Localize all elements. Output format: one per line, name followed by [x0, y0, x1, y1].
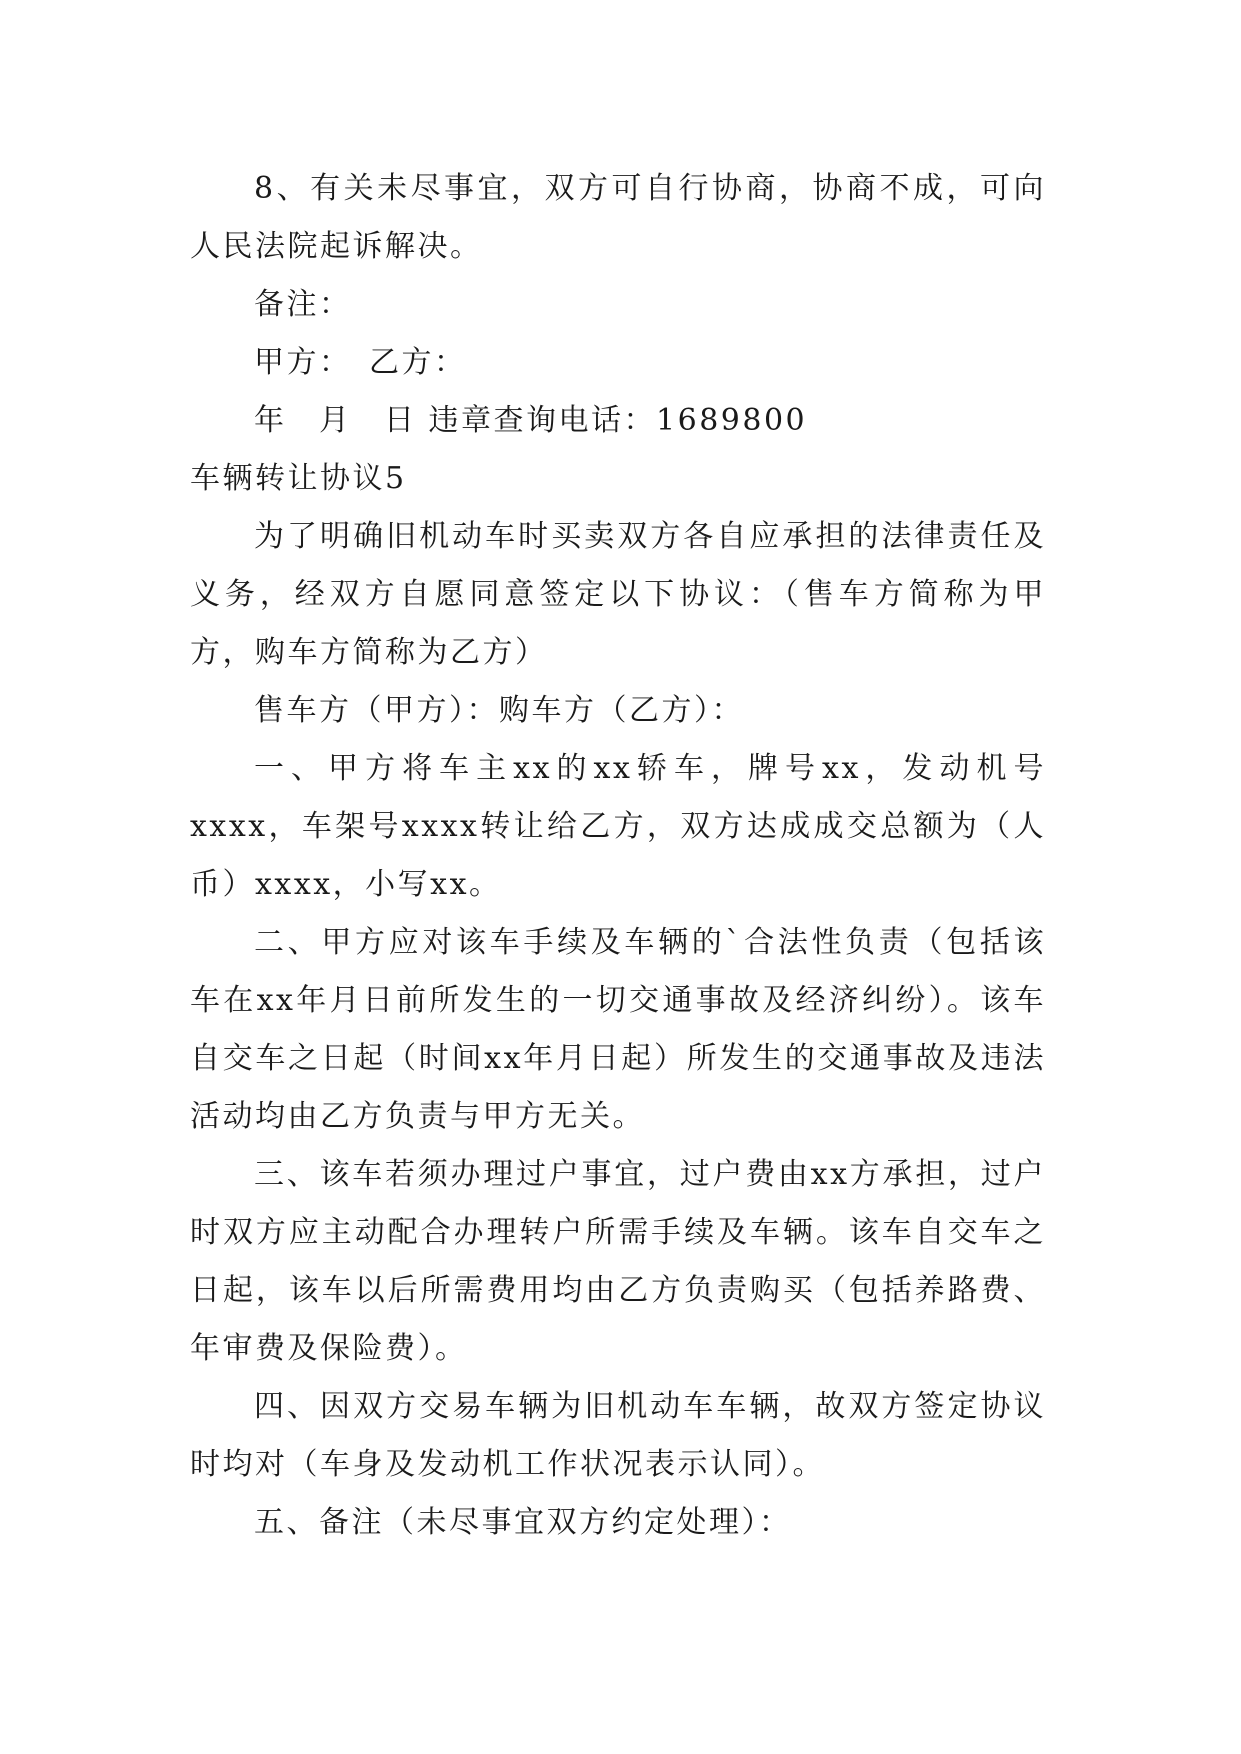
clause-2-paragraph: 二、甲方应对该车手续及车辆的`合法性负责（包括该车在xx年月日前所发生的一切交通事故及经济纠纷）。该车自交车之日起（时间xx年月日起）所发生的交通事故及违法活动均由乙方负责与甲方无关。 [190, 925, 1046, 1134]
remarks-label: 备注： [254, 287, 352, 322]
clause-8-paragraph: 8、有关未尽事宜，双方可自行协商，协商不成，可向人民法院起诉解决。 [190, 171, 1046, 264]
signature-parties-line: 甲方： 乙方： [254, 345, 467, 380]
intro-paragraph: 为了明确旧机动车时买卖双方各自应承担的法律责任及义务，经双方自愿同意签定以下协议：（售车方简称为甲方，购车方简称为乙方） [190, 519, 1046, 670]
clause-4-paragraph: 四、因双方交易车辆为旧机动车车辆，故双方签定协议时均对（车身及发动机工作状况表示认同）。 [190, 1389, 1046, 1482]
agreement-title: 车辆转让协议5 [190, 461, 407, 496]
clause-3-paragraph: 三、该车若须办理过户事宜，过户费由xx方承担，过户时双方应主动配合办理转户所需手续及车辆。该车自交车之日起，该车以后所需费用均由乙方负责购买（包括养路费、年审费及保险费）。 [190, 1157, 1046, 1366]
date-and-phone-line: 年 月 日 违章查询电话：1689800 [254, 403, 808, 438]
clause-5-paragraph: 五、备注（未尽事宜双方约定处理）： [254, 1505, 792, 1540]
clause-1-paragraph: 一、甲方将车主xx的xx轿车，牌号xx，发动机号xxxx，车架号xxxx转让给乙方，双方达成成交总额为（人币）xxxx，小写xx。 [190, 751, 1046, 902]
parties-line: 售车方（甲方）：购车方（乙方）： [254, 693, 744, 728]
document-body [190, 160, 1046, 1552]
